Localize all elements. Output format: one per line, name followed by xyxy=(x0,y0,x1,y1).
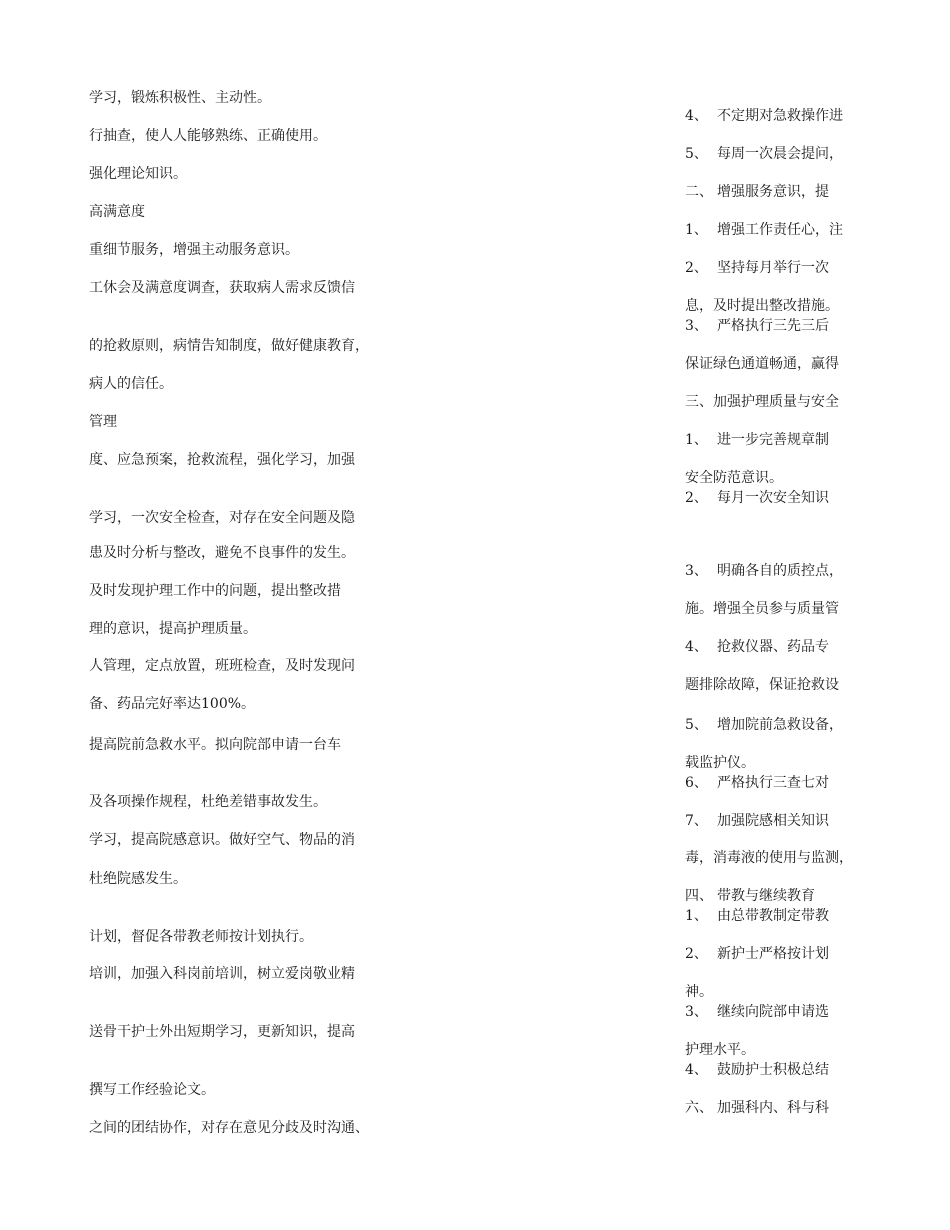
item-text: 神。 xyxy=(685,984,713,1000)
item-number: 4、 xyxy=(685,639,708,655)
item-number: 3、 xyxy=(685,1004,708,1020)
item-text: 每月一次安全知识 xyxy=(717,490,829,506)
left-line: 之间的团结协作，对存在意见分歧及时沟通、 xyxy=(89,1120,369,1136)
item-text: 抢救仪器、药品专 xyxy=(717,639,829,655)
left-line: 行抽查，使人人能够熟练、正确使用。 xyxy=(89,128,327,144)
right-line xyxy=(685,906,829,926)
item-number: 六、 xyxy=(685,1100,713,1116)
left-line: 患及时分析与整改，避免不良事件的发生。 xyxy=(89,545,355,561)
item-text: 增加院前急救设备， xyxy=(717,717,843,733)
item-number: 5、 xyxy=(685,717,708,733)
left-line: 学习，锻炼积极性、主动性。 xyxy=(89,90,271,106)
right-line xyxy=(685,1002,829,1022)
right-line xyxy=(685,106,843,126)
item-text: 增强工作责任心，注 xyxy=(717,222,843,238)
right-line xyxy=(685,258,829,278)
right-line xyxy=(685,944,829,964)
right-line xyxy=(685,599,839,619)
left-line: 送骨干护士外出短期学习，更新知识，提高 xyxy=(89,1024,355,1040)
left-line: 度、应急预案，抢救流程，强化学习，加强 xyxy=(89,452,355,468)
item-text: 每周一次晨会提问， xyxy=(717,146,843,162)
right-line xyxy=(685,811,829,831)
right-line xyxy=(685,296,839,316)
left-line: 工休会及满意度调查，获取病人需求反馈信 xyxy=(89,280,355,296)
item-text: 继续向院部申请选 xyxy=(717,1004,829,1020)
item-text: 息，及时提出整改措施。 xyxy=(685,298,839,314)
item-text: 施。增强全员参与质量管 xyxy=(685,601,839,617)
item-text: 毒，消毒液的使用与监测， xyxy=(685,850,853,866)
right-line xyxy=(685,848,853,868)
item-number: 4、 xyxy=(685,108,708,124)
item-text: 由总带教制定带教 xyxy=(717,908,829,924)
left-line: 备、药品完好率达100%。 xyxy=(89,696,256,712)
left-line: 计划，督促各带教老师按计划执行。 xyxy=(89,929,313,945)
right-line xyxy=(685,561,843,581)
left-line: 培训，加强入科岗前培训，树立爱岗敬业精 xyxy=(89,966,355,982)
right-line xyxy=(685,430,829,450)
item-number: 6、 xyxy=(685,775,708,791)
item-text: 载监护仪。 xyxy=(685,755,755,771)
item-number: 四、 xyxy=(685,888,713,904)
left-line: 病人的信任。 xyxy=(89,376,173,392)
right-line xyxy=(685,468,783,488)
item-text: 不定期对急救操作进 xyxy=(717,108,843,124)
item-text: 坚持每月举行一次 xyxy=(717,260,829,276)
item-text: 增强服务意识，提 xyxy=(717,184,829,200)
left-line: 提高院前急救水平。拟向院部申请一台车 xyxy=(89,737,341,753)
left-line: 的抢救原则，病情告知制度，做好健康教育， xyxy=(89,338,369,354)
left-line: 重细节服务，增强主动服务意识。 xyxy=(89,242,299,258)
item-text: 带教与继续教育 xyxy=(717,888,815,904)
right-line xyxy=(685,220,843,240)
right-line xyxy=(685,182,829,202)
right-line xyxy=(685,1098,829,1118)
item-text: 三、加强护理质量与安全 xyxy=(685,394,839,410)
left-line: 学习，提高院感意识。做好空气、物品的消 xyxy=(89,832,355,848)
item-number: 1、 xyxy=(685,908,708,924)
item-number: 二、 xyxy=(685,184,713,200)
item-text: 鼓励护士积极总结 xyxy=(717,1062,829,1078)
right-line xyxy=(685,488,829,508)
item-number: 7、 xyxy=(685,813,708,829)
left-line: 及各项操作规程，杜绝差错事故发生。 xyxy=(89,794,327,810)
item-text: 明确各自的质控点， xyxy=(717,563,843,579)
item-number: 5、 xyxy=(685,146,708,162)
item-text: 保证绿色通道畅通，赢得 xyxy=(685,356,839,372)
right-line xyxy=(685,144,843,164)
right-line xyxy=(685,637,829,657)
left-line: 管理 xyxy=(89,414,117,430)
item-text: 加强院感相关知识 xyxy=(717,813,829,829)
right-line xyxy=(685,715,843,735)
right-line xyxy=(685,753,755,773)
item-text: 护理水平。 xyxy=(685,1042,755,1058)
right-line xyxy=(685,354,839,374)
item-number: 4、 xyxy=(685,1062,708,1078)
left-line: 高满意度 xyxy=(89,204,145,220)
left-line: 及时发现护理工作中的问题，提出整改措 xyxy=(89,583,341,599)
right-line xyxy=(685,316,829,336)
item-text: 严格执行三查七对 xyxy=(717,775,829,791)
item-text: 严格执行三先三后 xyxy=(717,318,829,334)
left-line: 撰写工作经验论文。 xyxy=(89,1082,215,1098)
right-line xyxy=(685,886,815,906)
item-number: 1、 xyxy=(685,432,708,448)
item-text: 加强科内、科与科 xyxy=(717,1100,829,1116)
right-line xyxy=(685,675,839,695)
right-line xyxy=(685,392,839,412)
left-line: 学习，一次安全检查，对存在安全问题及隐 xyxy=(89,510,355,526)
item-number: 3、 xyxy=(685,318,708,334)
item-number: 2、 xyxy=(685,946,708,962)
item-text: 新护士严格按计划 xyxy=(717,946,829,962)
item-text: 题排除故障，保证抢救设 xyxy=(685,677,839,693)
left-line: 杜绝院感发生。 xyxy=(89,871,187,887)
item-number: 1、 xyxy=(685,222,708,238)
item-number: 2、 xyxy=(685,490,708,506)
right-line xyxy=(685,1040,755,1060)
left-line: 强化理论知识。 xyxy=(89,166,187,182)
right-line xyxy=(685,982,713,1002)
left-line: 理的意识，提高护理质量。 xyxy=(89,621,257,637)
item-number: 2、 xyxy=(685,260,708,276)
item-text: 安全防范意识。 xyxy=(685,470,783,486)
right-line xyxy=(685,1060,829,1080)
item-text: 进一步完善规章制 xyxy=(717,432,829,448)
right-line xyxy=(685,773,829,793)
item-number: 3、 xyxy=(685,563,708,579)
left-line: 人管理，定点放置，班班检查，及时发现问 xyxy=(89,658,355,674)
